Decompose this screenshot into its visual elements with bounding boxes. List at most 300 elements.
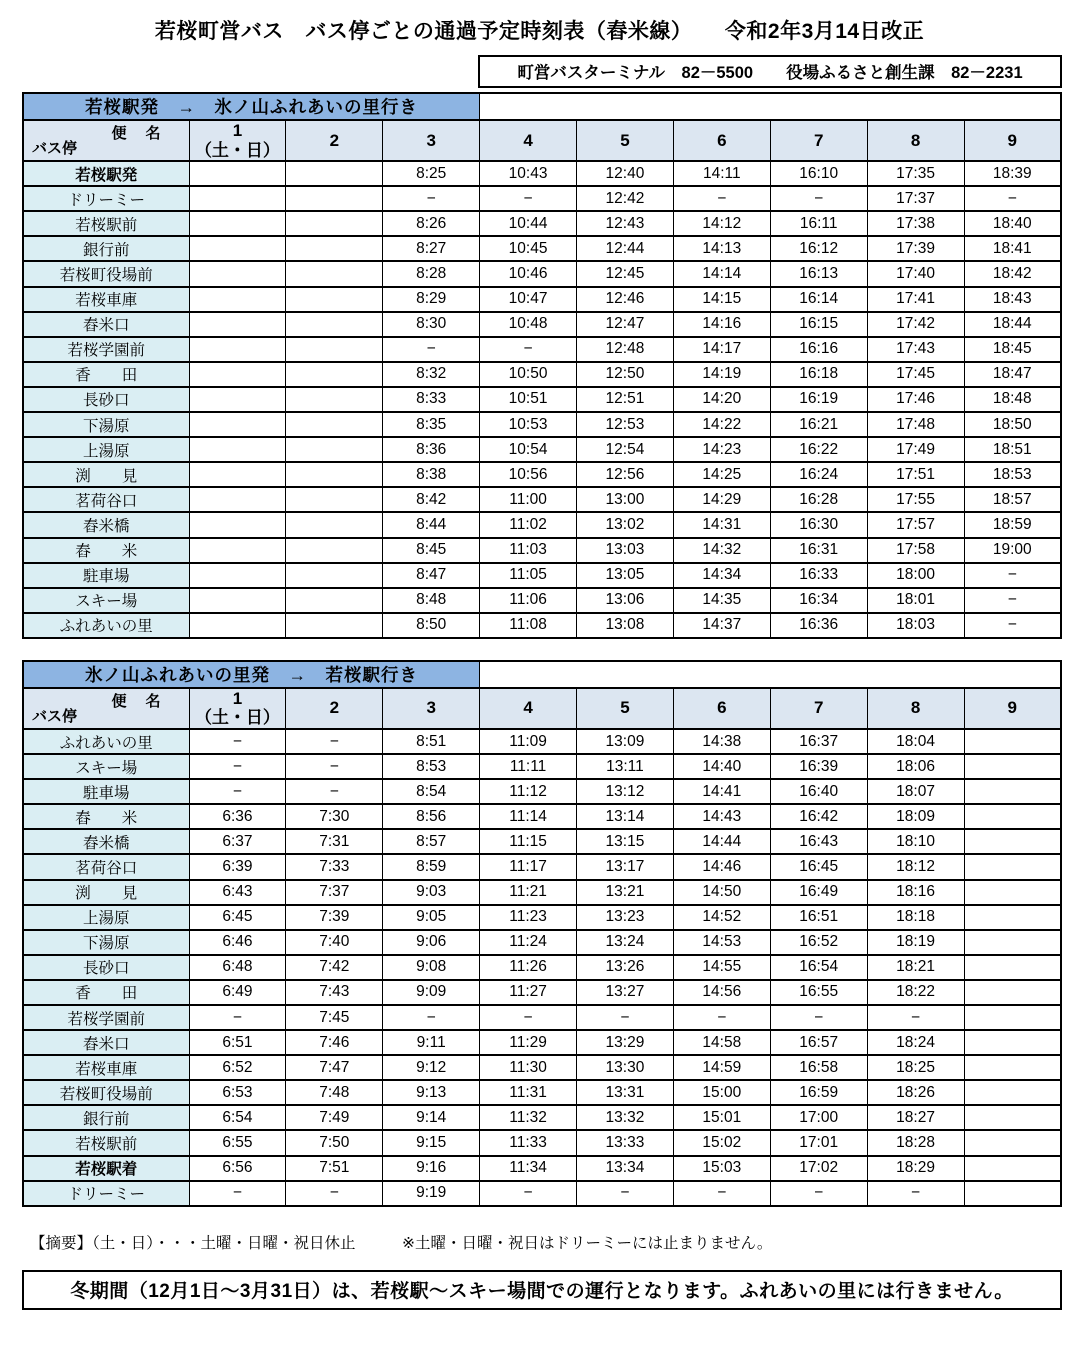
time-cell: 18:24 [867, 1030, 964, 1055]
time-cell: 16:49 [770, 880, 867, 905]
time-cell: 14:31 [673, 512, 770, 537]
table-title: 氷ノ山ふれあいの里発 → 若桜駅行き [23, 661, 480, 688]
time-cell: 9:06 [383, 930, 480, 955]
time-cell: 17:37 [867, 186, 964, 211]
time-cell: 16:57 [770, 1030, 867, 1055]
time-cell: 8:51 [383, 729, 480, 754]
time-cell: 11:05 [480, 563, 577, 588]
time-cell: 18:44 [964, 312, 1061, 337]
service-number-header: 5 [577, 120, 674, 161]
table-row [23, 1005, 1061, 1030]
time-cell: − [480, 1005, 577, 1030]
time-cell: 9:12 [383, 1055, 480, 1080]
time-cell: 11:08 [480, 613, 577, 638]
time-cell: − [189, 1005, 286, 1030]
service-number-header: 3 [383, 120, 480, 161]
time-cell: 16:12 [770, 236, 867, 261]
time-cell: 8:28 [383, 261, 480, 286]
time-cell: 18:09 [867, 804, 964, 829]
time-cell: 16:18 [770, 362, 867, 387]
time-cell: 8:45 [383, 538, 480, 563]
time-cell: 14:46 [673, 854, 770, 879]
table-row [23, 161, 1061, 186]
winter-notice: 冬期間（12月1日～3月31日）は、若桜駅～スキー場間での運行となります。ふれあいの里には行きません。 [22, 1270, 1062, 1310]
stop-cell: 若桜駅前 [23, 211, 189, 236]
time-cell: 11:33 [480, 1130, 577, 1155]
time-cell [286, 588, 383, 613]
time-cell: 11:15 [480, 829, 577, 854]
time-cell [286, 161, 383, 186]
time-cell: 16:24 [770, 462, 867, 487]
time-cell: 18:50 [964, 412, 1061, 437]
time-cell: 14:11 [673, 161, 770, 186]
time-cell: 16:43 [770, 829, 867, 854]
time-cell: 8:44 [383, 512, 480, 537]
time-cell: 11:03 [480, 538, 577, 563]
time-cell [189, 462, 286, 487]
time-cell: 14:12 [673, 211, 770, 236]
time-cell: − [286, 779, 383, 804]
table-row [23, 804, 1061, 829]
time-cell: 6:43 [189, 880, 286, 905]
time-cell: 9:03 [383, 880, 480, 905]
time-cell: 13:11 [577, 754, 674, 779]
time-cell [286, 462, 383, 487]
time-cell: 17:45 [867, 362, 964, 387]
time-cell: 18:04 [867, 729, 964, 754]
corner-header-cell [23, 688, 189, 729]
time-cell: 13:31 [577, 1080, 674, 1105]
time-cell: 12:45 [577, 261, 674, 286]
time-cell [964, 854, 1061, 879]
time-cell: 8:30 [383, 312, 480, 337]
time-cell [286, 412, 383, 437]
time-cell: 11:06 [480, 588, 577, 613]
time-cell: 16:22 [770, 437, 867, 462]
time-cell [964, 905, 1061, 930]
stop-cell: 舂米橋 [23, 512, 189, 537]
time-cell: 13:03 [577, 538, 674, 563]
table-row [23, 287, 1061, 312]
time-cell [189, 186, 286, 211]
stop-cell: 若桜町役場前 [23, 261, 189, 286]
stop-cell: 駐車場 [23, 779, 189, 804]
time-cell: 11:26 [480, 955, 577, 980]
time-cell: 6:53 [189, 1080, 286, 1105]
time-cell: 16:45 [770, 854, 867, 879]
time-cell: 18:59 [964, 512, 1061, 537]
page-title: 若桜町営バス バス停ごとの通過予定時刻表（舂米線） 令和2年3月14日改正 [154, 20, 925, 43]
time-cell: 8:57 [383, 829, 480, 854]
time-cell: 13:32 [577, 1105, 674, 1130]
time-cell: 18:12 [867, 854, 964, 879]
time-cell: 11:17 [480, 854, 577, 879]
time-cell [286, 538, 383, 563]
time-cell [286, 512, 383, 537]
stop-cell: 香 田 [23, 980, 189, 1005]
time-cell: 18:53 [964, 462, 1061, 487]
time-cell: 14:55 [673, 955, 770, 980]
time-cell: − [770, 1005, 867, 1030]
table-row [23, 1130, 1061, 1155]
stop-cell: 若桜駅発 [23, 161, 189, 186]
time-cell: 9:13 [383, 1080, 480, 1105]
time-cell: 14:29 [673, 487, 770, 512]
time-cell: 7:45 [286, 1005, 383, 1030]
stop-cell: 舂米口 [23, 312, 189, 337]
stop-cell: 舂 米 [23, 538, 189, 563]
time-cell: 17:55 [867, 487, 964, 512]
time-cell: 13:12 [577, 779, 674, 804]
time-cell: 8:47 [383, 563, 480, 588]
time-cell: − [383, 337, 480, 362]
table-gap [0, 639, 1079, 656]
column-header-row [23, 688, 1061, 729]
stop-cell: 茗荷谷口 [23, 487, 189, 512]
time-cell [286, 387, 383, 412]
time-cell: 6:54 [189, 1105, 286, 1130]
service-number-header: 2 [286, 688, 383, 729]
time-cell: − [673, 1005, 770, 1030]
time-cell: 19:00 [964, 538, 1061, 563]
time-cell: 7:43 [286, 980, 383, 1005]
corner-label-busstop: バス停 [32, 140, 78, 158]
corner-label-service: 便 名 [111, 125, 163, 142]
time-cell: 8:27 [383, 236, 480, 261]
time-cell [286, 261, 383, 286]
table-row [23, 186, 1061, 211]
time-cell: 14:15 [673, 287, 770, 312]
stop-cell: 渕 見 [23, 462, 189, 487]
time-cell: 6:49 [189, 980, 286, 1005]
table-row [23, 779, 1061, 804]
time-cell: 17:35 [867, 161, 964, 186]
time-cell [189, 487, 286, 512]
stop-cell: 下湯原 [23, 412, 189, 437]
time-cell: 14:52 [673, 905, 770, 930]
time-cell: − [964, 613, 1061, 638]
time-cell: − [770, 186, 867, 211]
time-cell: 10:47 [480, 287, 577, 312]
service-number-sub: （土・日） [194, 708, 280, 728]
time-cell: 6:39 [189, 854, 286, 879]
service-number-header: 7 [770, 120, 867, 161]
time-cell: 16:52 [770, 930, 867, 955]
time-cell: 11:21 [480, 880, 577, 905]
time-cell: 11:09 [480, 729, 577, 754]
time-cell: 16:54 [770, 955, 867, 980]
time-cell: 15:03 [673, 1156, 770, 1181]
table-row [23, 563, 1061, 588]
table-row [23, 980, 1061, 1005]
contact-info: 町営バスターミナル 82－5500 役場ふるさと創生課 82－2231 [478, 55, 1062, 88]
time-cell: 14:13 [673, 236, 770, 261]
time-cell: 11:11 [480, 754, 577, 779]
time-cell: 8:33 [383, 387, 480, 412]
time-cell [286, 211, 383, 236]
time-cell [189, 563, 286, 588]
service-number-header: 6 [673, 120, 770, 161]
time-cell: 17:43 [867, 337, 964, 362]
time-cell: 16:55 [770, 980, 867, 1005]
time-cell: − [770, 1181, 867, 1206]
time-cell: 16:15 [770, 312, 867, 337]
time-cell: 18:19 [867, 930, 964, 955]
time-cell: 6:48 [189, 955, 286, 980]
time-cell: 16:34 [770, 588, 867, 613]
time-cell: 8:35 [383, 412, 480, 437]
time-cell: 6:36 [189, 804, 286, 829]
time-cell: − [480, 1181, 577, 1206]
remark-note: 【摘要】（土・日）・・・土曜・日曜・祝日休止 ※土曜・日曜・祝日はドリーミーには止まりません。 [30, 1234, 773, 1252]
time-cell: − [673, 1181, 770, 1206]
time-cell: 17:42 [867, 312, 964, 337]
time-cell: 13:23 [577, 905, 674, 930]
service-number-header [189, 120, 286, 161]
service-number-header: 2 [286, 120, 383, 161]
service-number-header: 9 [964, 688, 1061, 729]
time-cell: 9:08 [383, 955, 480, 980]
time-cell [189, 412, 286, 437]
time-cell: − [964, 186, 1061, 211]
table-row [23, 880, 1061, 905]
time-cell: 7:30 [286, 804, 383, 829]
time-cell: 7:47 [286, 1055, 383, 1080]
time-cell: 8:29 [383, 287, 480, 312]
time-cell: 13:00 [577, 487, 674, 512]
time-cell [286, 236, 383, 261]
time-cell: 7:46 [286, 1030, 383, 1055]
table-title-row [23, 93, 1061, 120]
stop-cell: 若桜学園前 [23, 337, 189, 362]
time-cell: 12:44 [577, 236, 674, 261]
stop-cell: 下湯原 [23, 930, 189, 955]
time-cell: 9:19 [383, 1181, 480, 1206]
time-cell: − [577, 1181, 674, 1206]
table-row [23, 236, 1061, 261]
time-cell: 11:30 [480, 1055, 577, 1080]
time-cell: 7:37 [286, 880, 383, 905]
time-cell: 14:43 [673, 804, 770, 829]
table-row [23, 1055, 1061, 1080]
time-cell: 14:53 [673, 930, 770, 955]
stop-cell: 若桜学園前 [23, 1005, 189, 1030]
time-cell: 14:58 [673, 1030, 770, 1055]
table-row [23, 1105, 1061, 1130]
time-cell [964, 1030, 1061, 1055]
time-cell [964, 955, 1061, 980]
time-cell [964, 829, 1061, 854]
time-cell: 18:03 [867, 613, 964, 638]
column-header-row [23, 120, 1061, 161]
time-cell: 14:56 [673, 980, 770, 1005]
stop-cell: スキー場 [23, 754, 189, 779]
time-cell [286, 287, 383, 312]
stop-cell: 茗荷谷口 [23, 854, 189, 879]
time-cell: 18:25 [867, 1055, 964, 1080]
stop-cell: ドリーミー [23, 186, 189, 211]
time-cell: 11:23 [480, 905, 577, 930]
table-row [23, 261, 1061, 286]
time-cell: 13:21 [577, 880, 674, 905]
time-cell: 6:56 [189, 1156, 286, 1181]
corner-label-service: 便 名 [111, 692, 163, 710]
time-cell: 16:59 [770, 1080, 867, 1105]
time-cell [189, 362, 286, 387]
time-cell: 9:11 [383, 1030, 480, 1055]
time-cell: 18:22 [867, 980, 964, 1005]
time-cell [964, 729, 1061, 754]
time-cell: 16:28 [770, 487, 867, 512]
time-cell: 14:34 [673, 563, 770, 588]
service-number-header: 5 [577, 688, 674, 729]
time-cell: 16:31 [770, 538, 867, 563]
service-number-header: 7 [770, 688, 867, 729]
time-cell: 7:51 [286, 1156, 383, 1181]
time-cell: 18:43 [964, 287, 1061, 312]
time-cell: 11:29 [480, 1030, 577, 1055]
stop-cell: 若桜車庫 [23, 1055, 189, 1080]
stop-cell: 若桜車庫 [23, 287, 189, 312]
time-cell: 12:51 [577, 387, 674, 412]
time-cell: − [286, 729, 383, 754]
time-cell: 16:42 [770, 804, 867, 829]
time-cell: 11:12 [480, 779, 577, 804]
time-cell [189, 437, 286, 462]
time-cell: 13:05 [577, 563, 674, 588]
time-cell [286, 186, 383, 211]
time-cell [964, 1130, 1061, 1155]
time-cell: 8:26 [383, 211, 480, 236]
table-title-spacer [480, 661, 1061, 688]
time-cell: 16:16 [770, 337, 867, 362]
table-row [23, 1156, 1061, 1181]
time-cell: 17:40 [867, 261, 964, 286]
time-cell: − [189, 729, 286, 754]
time-cell: 14:41 [673, 779, 770, 804]
time-cell: 14:37 [673, 613, 770, 638]
time-cell: 12:50 [577, 362, 674, 387]
time-cell: 12:42 [577, 186, 674, 211]
time-cell: 13:09 [577, 729, 674, 754]
time-cell: 18:40 [964, 211, 1061, 236]
stop-cell: 上湯原 [23, 905, 189, 930]
time-cell: 18:10 [867, 829, 964, 854]
time-cell: 16:58 [770, 1055, 867, 1080]
table-row [23, 1080, 1061, 1105]
time-cell: 7:50 [286, 1130, 383, 1155]
stop-cell: 若桜町役場前 [23, 1080, 189, 1105]
table-row [23, 754, 1061, 779]
time-cell [189, 161, 286, 186]
time-cell: 14:16 [673, 312, 770, 337]
time-cell: 18:21 [867, 955, 964, 980]
time-cell [189, 588, 286, 613]
time-cell [964, 1156, 1061, 1181]
table-row [23, 1030, 1061, 1055]
stop-cell: 銀行前 [23, 236, 189, 261]
time-cell: 9:16 [383, 1156, 480, 1181]
time-cell: 18:00 [867, 563, 964, 588]
time-cell [286, 437, 383, 462]
time-cell: 16:21 [770, 412, 867, 437]
time-cell: 8:36 [383, 437, 480, 462]
time-cell [964, 930, 1061, 955]
table-row [23, 930, 1061, 955]
table-row [23, 512, 1061, 537]
time-cell: 11:02 [480, 512, 577, 537]
service-number-header: 3 [383, 688, 480, 729]
time-cell: 13:15 [577, 829, 674, 854]
time-cell [964, 804, 1061, 829]
time-cell: 15:01 [673, 1105, 770, 1130]
time-cell: 18:26 [867, 1080, 964, 1105]
time-cell [189, 211, 286, 236]
time-cell: 10:53 [480, 412, 577, 437]
time-cell: 13:29 [577, 1030, 674, 1055]
time-cell: 12:46 [577, 287, 674, 312]
time-cell: 12:53 [577, 412, 674, 437]
time-cell: 10:51 [480, 387, 577, 412]
time-cell: 10:45 [480, 236, 577, 261]
time-cell: 17:48 [867, 412, 964, 437]
time-cell [964, 1105, 1061, 1130]
time-cell: 7:33 [286, 854, 383, 879]
time-cell: 17:41 [867, 287, 964, 312]
time-cell: − [383, 186, 480, 211]
time-cell: 9:15 [383, 1130, 480, 1155]
time-cell [964, 1080, 1061, 1105]
table-row [23, 538, 1061, 563]
stop-cell: 上湯原 [23, 437, 189, 462]
time-cell: 17:01 [770, 1130, 867, 1155]
time-cell: 8:50 [383, 613, 480, 638]
service-number-header: 8 [867, 688, 964, 729]
time-cell: 17:46 [867, 387, 964, 412]
time-cell: 13:06 [577, 588, 674, 613]
time-cell: 18:47 [964, 362, 1061, 387]
time-cell: 14:44 [673, 829, 770, 854]
time-cell: 13:34 [577, 1156, 674, 1181]
time-cell: 8:56 [383, 804, 480, 829]
time-cell: 17:38 [867, 211, 964, 236]
table-row [23, 1181, 1061, 1206]
time-cell: 16:37 [770, 729, 867, 754]
time-cell [964, 880, 1061, 905]
time-cell: 14:23 [673, 437, 770, 462]
stop-cell: 長砂口 [23, 387, 189, 412]
time-cell: 18:29 [867, 1156, 964, 1181]
time-cell: 18:28 [867, 1130, 964, 1155]
table-row [23, 588, 1061, 613]
stop-cell: ドリーミー [23, 1181, 189, 1206]
time-cell: − [867, 1181, 964, 1206]
time-cell: 16:51 [770, 905, 867, 930]
time-cell: 17:00 [770, 1105, 867, 1130]
time-cell [189, 512, 286, 537]
time-cell: 8:42 [383, 487, 480, 512]
time-cell: 16:14 [770, 287, 867, 312]
time-cell [964, 1005, 1061, 1030]
time-cell: 10:48 [480, 312, 577, 337]
time-cell: 18:41 [964, 236, 1061, 261]
time-cell: 13:02 [577, 512, 674, 537]
time-cell: 12:54 [577, 437, 674, 462]
time-cell [189, 261, 286, 286]
time-cell: 13:33 [577, 1130, 674, 1155]
time-cell [964, 980, 1061, 1005]
time-cell: 16:36 [770, 613, 867, 638]
